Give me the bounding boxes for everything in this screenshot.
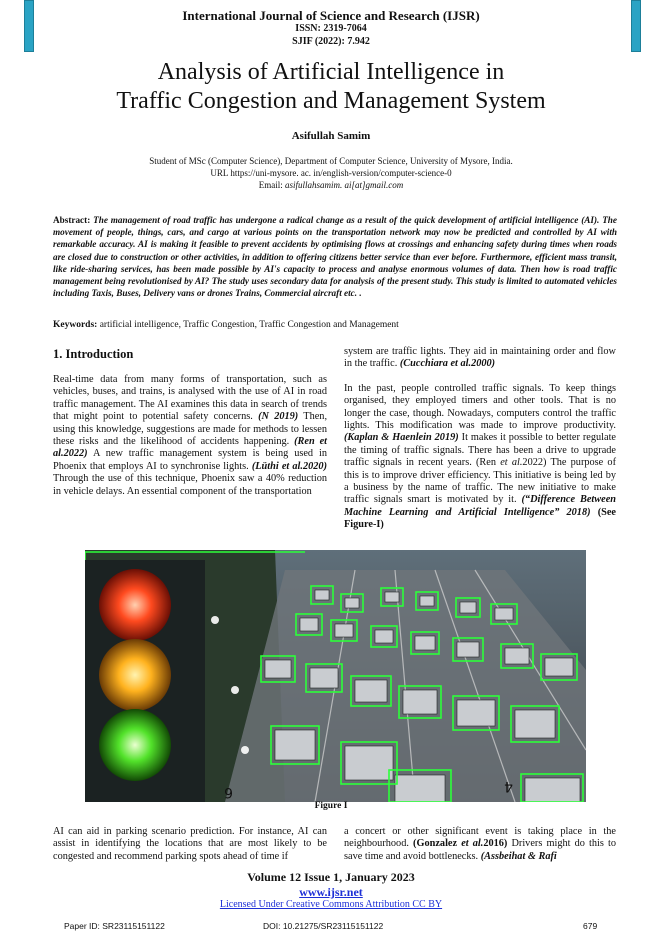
citation: (N 2019) (258, 411, 299, 423)
footer-license-link[interactable]: Licensed Under Creative Commons Attribution CC BY (219, 899, 443, 910)
intro-text-c: A new traffic management system is being used in Phoenix that employs AI to synchronise lights. (53, 448, 327, 472)
intro-column-left (53, 374, 327, 498)
abstract-label: Abstract: (53, 215, 91, 225)
intro-text-etal: et al. (500, 457, 523, 469)
figure-caption: Figure I (314, 801, 348, 811)
bottom-text-a: a concert or other significant event is taking place in the neighbourhood. (344, 826, 616, 850)
abstract-text: The management of road traffic has undergone a radical change as a result of the quick development of artificial intelligence (AI). The movement of people, things, cars, and cargo at various points on the transportation network may now be predicted and controlled by AI with remarkable accuracy. AI is making it feasible to prevent accidents by optimising flows at crossings and enhancing safety during times when roads are closed due to construction or other activities, in addition to offering citizens better service than ever before. Furthermore, efficient mass transit, like ride-sharing services, has been made possible by AI's capacity to process and analyse enormous volumes of data. Then how is road traffic management being revolutionised by AI? The study uses secondary data for analysis of the present study. This study is limited to automated vehicles including Taxis, Buses, Delivery vans or drones Trains, Commercial aircraft etc. . (53, 215, 617, 299)
intro-paragraph-2 (344, 346, 616, 371)
citation-part: 2016) (483, 838, 508, 850)
citation (413, 838, 507, 849)
citation: (Assbeihat & Rafi (480, 850, 557, 862)
intro-text-h: 2022) The purpose of this is to improve driver efficiency. This initiative is being led by a business by the name of traffic. The new initiative to make traffic signals smart is motivated by it. (344, 457, 617, 506)
citation: (“Difference Between Machine Learning and Artificial Intelligence” 2018) (344, 494, 617, 518)
bottom-column-left: AI can aid in parking scenario prediction. For instance, AI can assist in identifying the locations that are most likely to be congested and recommend parking spots ahead of time if (53, 826, 327, 862)
author-affiliation (0, 155, 662, 191)
keywords (53, 320, 617, 330)
citation: (Ren et al.2022) (53, 436, 328, 460)
title-line-1: Analysis of Artificial Intelligence in (157, 59, 505, 85)
paper-title (0, 58, 662, 116)
figure-mark-left: 6 (224, 784, 233, 800)
affiliation-url[interactable]: URL https://uni-mysore. ac. in/english-version/computer-science-0 (210, 168, 452, 178)
affiliation-email-line (0, 179, 662, 191)
citation: (Kaplan & Haenlein 2019) (344, 432, 459, 444)
intro-text-a: Real-time data from many forms of transportation, such as vehicles, buses, and trains, is analysed with the use of AI in road traffic management. The AI examines this data in search of trends that might point to potential safety concerns. (53, 374, 327, 423)
intro-text-g: It makes it possible to better regulate the timing of traffic signals. There has been a drive to upgrade traffic signals in recent years. (Ren (344, 432, 617, 469)
author-name: Asifullah Samim (291, 130, 371, 142)
journal-name: International Journal of Science and Research (IJSR) (182, 8, 480, 23)
footer-website-link[interactable]: www.ijsr.net (299, 885, 363, 899)
intro-paragraph-1 (53, 374, 327, 498)
intro-text-e: system are traffic lights. They aid in maintaining order and flow in the traffic. (344, 346, 616, 370)
bottom-column-right (344, 826, 616, 863)
section-heading-introduction: 1. Introduction (53, 347, 134, 361)
footer-volume: Volume 12 Issue 1, January 2023 (247, 870, 415, 884)
keywords-label: Keywords: (53, 320, 98, 330)
see-figure-ref[interactable]: (See Figure-I) (344, 506, 616, 531)
footer-doi[interactable]: DOI: 10.21275/SR23115151122 (263, 921, 384, 931)
abstract (53, 214, 617, 299)
email-address[interactable]: asifullahsamim. ai[at]gmail.com (284, 180, 404, 190)
title-line-2: Traffic Congestion and Management System (116, 88, 546, 114)
email-label: Email: (258, 180, 283, 190)
figure-traffic-image (85, 550, 586, 802)
footer-paper-id: Paper ID: SR23115151122 (64, 921, 165, 931)
affiliation-text: Student of MSc (Computer Science), Department of Computer Science, University of Mysore, India. (149, 156, 513, 166)
citation: (Lüthi et al.2020) (251, 460, 327, 472)
citation-part: (Gonzalez (413, 838, 458, 850)
bottom-text-b: Drivers might do this to save time and avoid bottlenecks. (344, 838, 616, 862)
intro-paragraph-3 (344, 383, 616, 532)
citation-part: et al. (461, 838, 484, 850)
keywords-text: artificial intelligence, Traffic Congestion, Traffic Congestion and Management (99, 320, 399, 330)
journal-issn: ISSN: 2319-7064 (295, 23, 367, 34)
intro-text-f: In the past, people controlled traffic signals. To keep things organised, they employed timers and other tools. That is no longer the case, though. Nowadays, computers control the traffic lights. This modification was made to improve productivity. (344, 382, 616, 432)
footer-page-number: 679 (583, 921, 598, 931)
citation: (Cucchiara et al.2000) (399, 358, 496, 370)
journal-sjif: SJIF (2022): 7.942 (292, 36, 370, 47)
intro-column-right (344, 346, 616, 532)
intro-text-b: Then, using this knowledge, suggestions are made for methods to lessen these risks and the likelihood of accidents happening. (53, 411, 328, 448)
intro-text-d: Through the use of this technique, Phoenix saw a 40% reduction in vehicle delays. An essential component of the transportation (53, 473, 327, 497)
figure-mark-right: 4 (504, 778, 513, 794)
